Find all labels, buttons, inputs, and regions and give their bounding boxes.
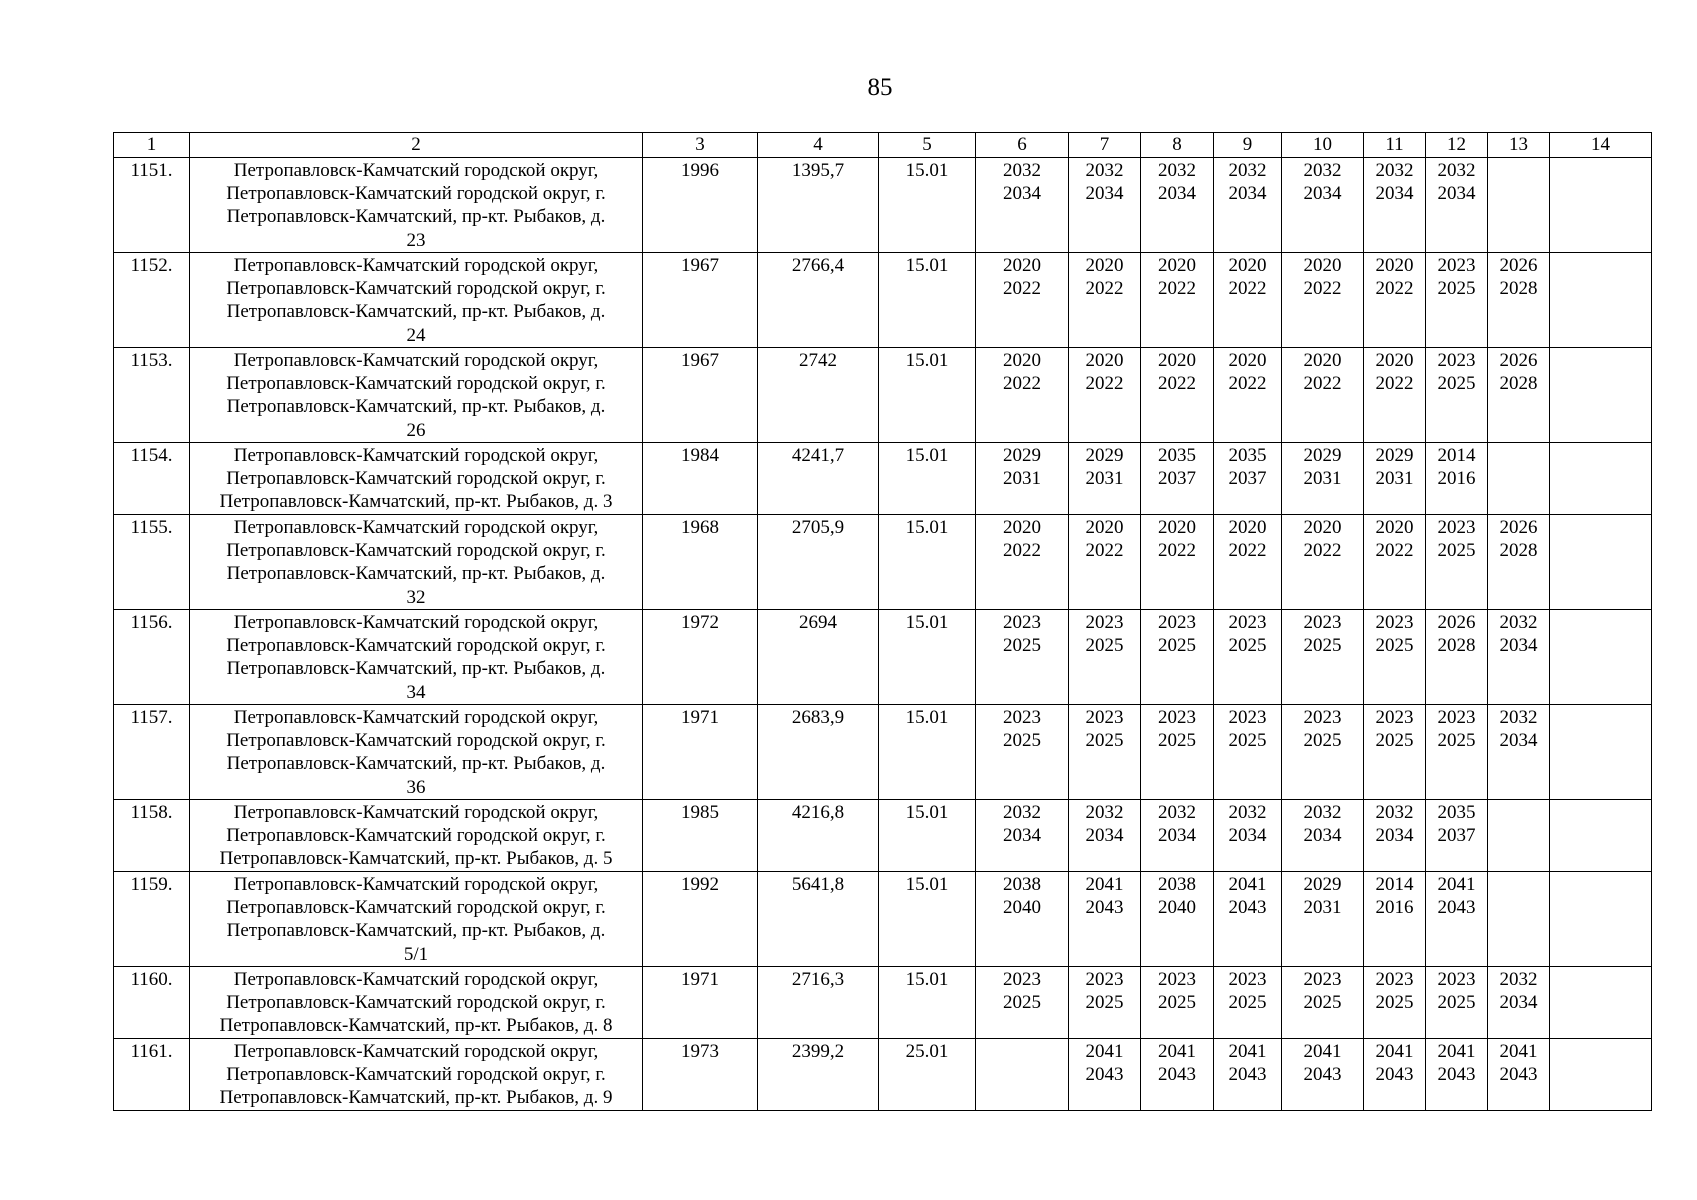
period-cell: 2023 2025 [1214, 967, 1282, 1039]
table-row [114, 158, 1652, 253]
row-number: 1158. [114, 800, 190, 872]
period-cell: 2041 2043 [1282, 1039, 1364, 1111]
address-cell: Петропавловск-Камчатский городской округ, Петропавловск-Камчатский городской округ, г. Петропавловск-Камчатский, пр-кт. Рыбаков, д. 5/1 [190, 872, 643, 967]
period-cell: 2023 2025 [976, 610, 1069, 705]
table-row [114, 443, 1652, 515]
period-cell: 2020 2022 [1069, 515, 1141, 610]
table-row [114, 610, 1652, 705]
year-cell: 1985 [643, 800, 758, 872]
period-cell: 2035 2037 [1141, 443, 1214, 515]
column-header: 8 [1141, 133, 1214, 158]
address-cell: Петропавловск-Камчатский городской округ, Петропавловск-Камчатский городской округ, г. Петропавловск-Камчатский, пр-кт. Рыбаков, д. 9 [190, 1039, 643, 1111]
period-cell: 2041 2043 [1069, 872, 1141, 967]
row-number: 1159. [114, 872, 190, 967]
period-cell: 2020 2022 [1214, 348, 1282, 443]
period-cell: 2020 2022 [976, 253, 1069, 348]
row-number: 1155. [114, 515, 190, 610]
area-cell: 2716,3 [758, 967, 879, 1039]
row-number: 1157. [114, 705, 190, 800]
period-cell: 2020 2022 [1282, 515, 1364, 610]
code-cell: 15.01 [879, 348, 976, 443]
period-cell: 2032 2034 [1141, 800, 1214, 872]
table-row [114, 253, 1652, 348]
column-header: 4 [758, 133, 879, 158]
period-cell: 2032 2034 [1214, 158, 1282, 253]
period-cell: 2014 2016 [1426, 443, 1488, 515]
area-cell: 2766,4 [758, 253, 879, 348]
table-row [114, 800, 1652, 872]
row-number: 1156. [114, 610, 190, 705]
period-cell: 2020 2022 [1364, 515, 1426, 610]
period-cell [1488, 872, 1550, 967]
row-number: 1152. [114, 253, 190, 348]
period-cell: 2020 2022 [1282, 253, 1364, 348]
period-cell: 2020 2022 [976, 348, 1069, 443]
period-cell [1550, 610, 1652, 705]
period-cell: 2020 2022 [1214, 253, 1282, 348]
code-cell: 15.01 [879, 253, 976, 348]
column-header: 7 [1069, 133, 1141, 158]
area-cell: 2399,2 [758, 1039, 879, 1111]
year-cell: 1968 [643, 515, 758, 610]
column-header: 1 [114, 133, 190, 158]
period-cell [1550, 872, 1652, 967]
table-row [114, 967, 1652, 1039]
period-cell: 2041 2043 [1488, 1039, 1550, 1111]
period-cell: 2020 2022 [1069, 253, 1141, 348]
code-cell: 15.01 [879, 800, 976, 872]
period-cell: 2038 2040 [976, 872, 1069, 967]
period-cell: 2023 2025 [1141, 610, 1214, 705]
table-row [114, 1039, 1652, 1111]
address-cell: Петропавловск-Камчатский городской округ, Петропавловск-Камчатский городской округ, г. Петропавловск-Камчатский, пр-кт. Рыбаков, д. 5 [190, 800, 643, 872]
period-cell: 2023 2025 [976, 967, 1069, 1039]
table-row [114, 515, 1652, 610]
row-number: 1161. [114, 1039, 190, 1111]
period-cell: 2023 2025 [1069, 705, 1141, 800]
year-cell: 1984 [643, 443, 758, 515]
period-cell: 2032 2034 [1069, 158, 1141, 253]
address-cell: Петропавловск-Камчатский городской округ, Петропавловск-Камчатский городской округ, г. Петропавловск-Камчатский, пр-кт. Рыбаков, д. 26 [190, 348, 643, 443]
period-cell [1550, 967, 1652, 1039]
period-cell: 2023 2025 [1069, 610, 1141, 705]
row-number: 1160. [114, 967, 190, 1039]
period-cell: 2032 2034 [1488, 967, 1550, 1039]
table-body [114, 158, 1652, 1111]
column-header: 13 [1488, 133, 1550, 158]
period-cell: 2035 2037 [1426, 800, 1488, 872]
period-cell [1550, 443, 1652, 515]
period-cell [1488, 800, 1550, 872]
period-cell: 2035 2037 [1214, 443, 1282, 515]
period-cell: 2041 2043 [1426, 1039, 1488, 1111]
period-cell: 2020 2022 [1282, 348, 1364, 443]
column-header: 10 [1282, 133, 1364, 158]
period-cell: 2038 2040 [1141, 872, 1214, 967]
period-cell: 2023 2025 [1364, 610, 1426, 705]
page-number: 85 [867, 74, 893, 101]
year-cell: 1971 [643, 705, 758, 800]
column-header: 2 [190, 133, 643, 158]
code-cell: 15.01 [879, 705, 976, 800]
year-cell: 1996 [643, 158, 758, 253]
period-cell [1550, 348, 1652, 443]
period-cell: 2032 2034 [1069, 800, 1141, 872]
period-cell: 2023 2025 [1282, 967, 1364, 1039]
period-cell: 2032 2034 [1364, 158, 1426, 253]
period-cell [976, 1039, 1069, 1111]
period-cell: 2032 2034 [1488, 705, 1550, 800]
period-cell: 2029 2031 [1069, 443, 1141, 515]
period-cell: 2023 2025 [1364, 967, 1426, 1039]
period-cell: 2020 2022 [1141, 348, 1214, 443]
period-cell: 2029 2031 [1282, 872, 1364, 967]
period-cell: 2032 2034 [1282, 158, 1364, 253]
housing-registry-table [113, 132, 1652, 1111]
address-cell: Петропавловск-Камчатский городской округ, Петропавловск-Камчатский городской округ, г. Петропавловск-Камчатский, пр-кт. Рыбаков, д. 24 [190, 253, 643, 348]
column-header: 11 [1364, 133, 1426, 158]
year-cell: 1972 [643, 610, 758, 705]
period-cell: 2020 2022 [1364, 348, 1426, 443]
code-cell: 15.01 [879, 515, 976, 610]
period-cell: 2023 2025 [1069, 967, 1141, 1039]
period-cell: 2029 2031 [976, 443, 1069, 515]
period-cell: 2041 2043 [1364, 1039, 1426, 1111]
row-number: 1154. [114, 443, 190, 515]
period-cell: 2023 2025 [1426, 705, 1488, 800]
period-cell: 2020 2022 [1141, 515, 1214, 610]
area-cell: 2705,9 [758, 515, 879, 610]
period-cell [1550, 158, 1652, 253]
period-cell: 2023 2025 [1426, 515, 1488, 610]
period-cell [1550, 1039, 1652, 1111]
area-cell: 2683,9 [758, 705, 879, 800]
period-cell [1550, 705, 1652, 800]
period-cell: 2023 2025 [1426, 253, 1488, 348]
table-row [114, 705, 1652, 800]
period-cell: 2020 2022 [1069, 348, 1141, 443]
period-cell: 2020 2022 [976, 515, 1069, 610]
address-cell: Петропавловск-Камчатский городской округ, Петропавловск-Камчатский городской округ, г. Петропавловск-Камчатский, пр-кт. Рыбаков, д. 32 [190, 515, 643, 610]
column-header: 14 [1550, 133, 1652, 158]
period-cell: 2023 2025 [1282, 705, 1364, 800]
period-cell: 2026 2028 [1488, 515, 1550, 610]
year-cell: 1967 [643, 348, 758, 443]
period-cell: 2041 2043 [1214, 872, 1282, 967]
period-cell [1550, 253, 1652, 348]
column-header: 9 [1214, 133, 1282, 158]
year-cell: 1992 [643, 872, 758, 967]
period-cell: 2041 2043 [1426, 872, 1488, 967]
period-cell: 2020 2022 [1141, 253, 1214, 348]
period-cell: 2023 2025 [1426, 967, 1488, 1039]
year-cell: 1967 [643, 253, 758, 348]
address-cell: Петропавловск-Камчатский городской округ, Петропавловск-Камчатский городской округ, г. Петропавловск-Камчатский, пр-кт. Рыбаков, д. 8 [190, 967, 643, 1039]
period-cell [1550, 800, 1652, 872]
period-cell: 2029 2031 [1364, 443, 1426, 515]
column-header: 6 [976, 133, 1069, 158]
table-row [114, 348, 1652, 443]
row-number: 1153. [114, 348, 190, 443]
table-row [114, 872, 1652, 967]
column-number-header-row [114, 133, 1652, 158]
period-cell: 2032 2034 [1488, 610, 1550, 705]
address-cell: Петропавловск-Камчатский городской округ, Петропавловск-Камчатский городской округ, г. Петропавловск-Камчатский, пр-кт. Рыбаков, д. 36 [190, 705, 643, 800]
period-cell [1488, 158, 1550, 253]
period-cell: 2014 2016 [1364, 872, 1426, 967]
period-cell: 2032 2034 [1364, 800, 1426, 872]
code-cell: 15.01 [879, 158, 976, 253]
period-cell [1488, 443, 1550, 515]
code-cell: 25.01 [879, 1039, 976, 1111]
address-cell: Петропавловск-Камчатский городской округ, Петропавловск-Камчатский городской округ, г. Петропавловск-Камчатский, пр-кт. Рыбаков, д. 34 [190, 610, 643, 705]
year-cell: 1971 [643, 967, 758, 1039]
period-cell: 2041 2043 [1069, 1039, 1141, 1111]
period-cell [1550, 515, 1652, 610]
area-cell: 4216,8 [758, 800, 879, 872]
period-cell: 2023 2025 [1141, 705, 1214, 800]
address-cell: Петропавловск-Камчатский городской округ, Петропавловск-Камчатский городской округ, г. Петропавловск-Камчатский, пр-кт. Рыбаков, д. 3 [190, 443, 643, 515]
row-number: 1151. [114, 158, 190, 253]
code-cell: 15.01 [879, 610, 976, 705]
period-cell: 2020 2022 [1364, 253, 1426, 348]
column-header: 12 [1426, 133, 1488, 158]
period-cell: 2023 2025 [1364, 705, 1426, 800]
period-cell: 2041 2043 [1141, 1039, 1214, 1111]
period-cell: 2032 2034 [1214, 800, 1282, 872]
period-cell: 2023 2025 [1426, 348, 1488, 443]
period-cell: 2023 2025 [1214, 610, 1282, 705]
period-cell: 2026 2028 [1488, 253, 1550, 348]
code-cell: 15.01 [879, 967, 976, 1039]
area-cell: 4241,7 [758, 443, 879, 515]
period-cell: 2026 2028 [1426, 610, 1488, 705]
period-cell: 2023 2025 [1282, 610, 1364, 705]
column-header: 5 [879, 133, 976, 158]
period-cell: 2023 2025 [1141, 967, 1214, 1039]
period-cell: 2026 2028 [1488, 348, 1550, 443]
period-cell: 2032 2034 [976, 158, 1069, 253]
column-header: 3 [643, 133, 758, 158]
period-cell: 2032 2034 [1141, 158, 1214, 253]
period-cell: 2023 2025 [1214, 705, 1282, 800]
period-cell: 2041 2043 [1214, 1039, 1282, 1111]
period-cell: 2032 2034 [1282, 800, 1364, 872]
code-cell: 15.01 [879, 872, 976, 967]
period-cell: 2032 2034 [976, 800, 1069, 872]
period-cell: 2032 2034 [1426, 158, 1488, 253]
year-cell: 1973 [643, 1039, 758, 1111]
area-cell: 2694 [758, 610, 879, 705]
area-cell: 2742 [758, 348, 879, 443]
code-cell: 15.01 [879, 443, 976, 515]
area-cell: 1395,7 [758, 158, 879, 253]
period-cell: 2023 2025 [976, 705, 1069, 800]
area-cell: 5641,8 [758, 872, 879, 967]
period-cell: 2020 2022 [1214, 515, 1282, 610]
period-cell: 2029 2031 [1282, 443, 1364, 515]
address-cell: Петропавловск-Камчатский городской округ, Петропавловск-Камчатский городской округ, г. Петропавловск-Камчатский, пр-кт. Рыбаков, д. 23 [190, 158, 643, 253]
